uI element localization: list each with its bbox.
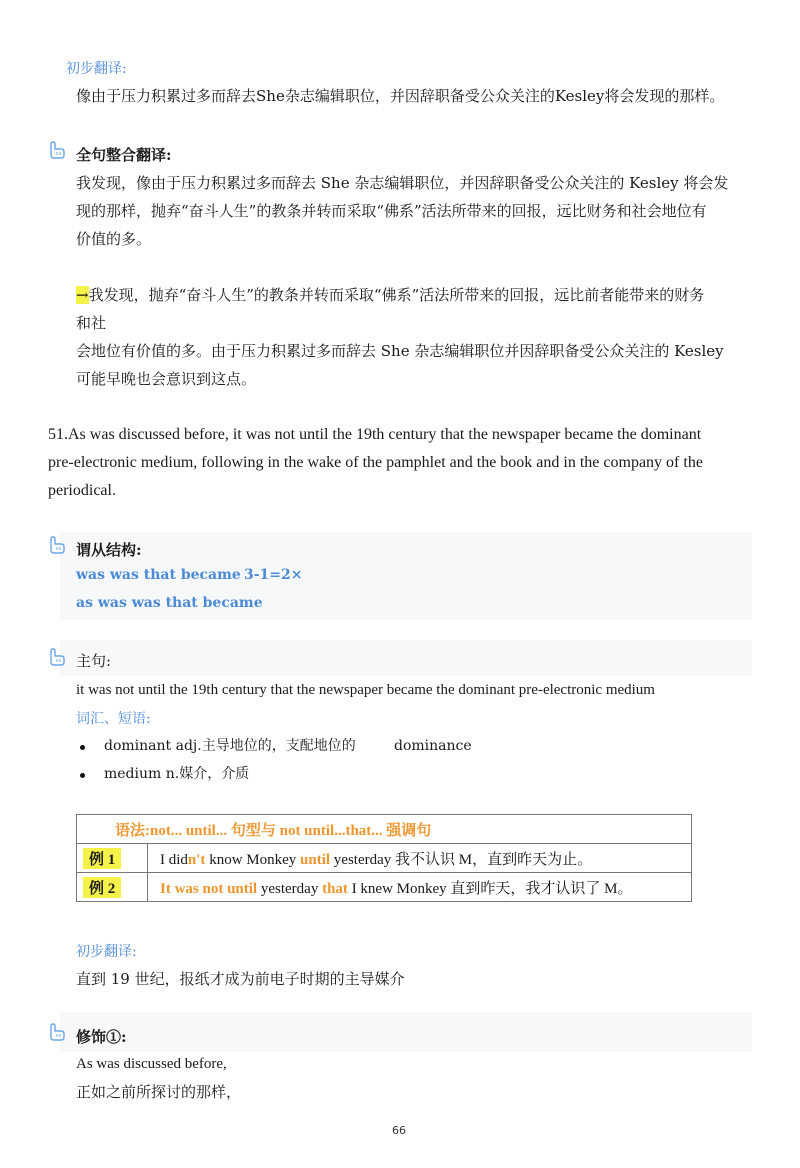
full-translation-line: 我发现，像由于压力积累过多而辞去 She 杂志编辑职位，并因辞职备受公众关注的 Kesley 将会发 xyxy=(76,174,729,192)
example-sentence xyxy=(148,844,692,873)
grammar-table-title: 语法:not... until... 句型与 not until...that... 强调句 xyxy=(77,815,692,844)
example-label: 例 2 xyxy=(83,877,121,898)
sentence-fragment: yesterday xyxy=(257,880,323,897)
arrow-icon: → xyxy=(76,286,89,304)
grammar-table xyxy=(76,814,692,902)
initial-translation-text-2: 直到 19 世纪，报纸才成为前电子时期的主导媒介 xyxy=(76,970,405,988)
sentence-fragment: I did xyxy=(160,851,188,868)
pointing-hand-icon xyxy=(48,141,68,159)
structure-line-2: as was was that became xyxy=(76,595,263,611)
full-translation-heading: 全句整合翻译: xyxy=(76,146,172,164)
sentence-51-line: 51.As was discussed before, it was not until the 19th century that the newspaper became the dominant xyxy=(48,426,702,443)
pointing-hand-icon xyxy=(48,1023,68,1041)
structure-note: 3-1=2× xyxy=(244,567,303,583)
page-number: 66 xyxy=(392,1124,406,1137)
bullet-icon xyxy=(80,745,85,750)
revised-translation-line: 会地位有价值的多。由于压力积累过多而辞去 She 杂志编辑职位并因辞职备受公众关注的 Kesley xyxy=(76,342,724,360)
table-row xyxy=(77,873,692,902)
main-clause-text: it was not until the 19th century that the newspaper became the dominant pre-electronic medium xyxy=(76,682,655,698)
revised-translation-line: 和社 xyxy=(76,314,107,332)
modifier-panel xyxy=(60,1012,752,1052)
bullet-icon xyxy=(80,773,85,778)
initial-translation-label-2: 初步翻译: xyxy=(76,944,137,960)
modifier-en: As was discussed before, xyxy=(76,1056,227,1072)
full-translation-line: 现的那样，抛弃“奋斗人生”的教条并转而采取“佛系”活法所带来的回报，远比财务和社会地位有 xyxy=(76,202,707,220)
structure-line-1: was was that became xyxy=(76,567,241,583)
sentence-51-line: pre-electronic medium, following in the wake of the pamphlet and the book and in the company of the xyxy=(48,454,703,471)
table-row xyxy=(77,844,692,873)
sentence-fragment: know Monkey xyxy=(205,851,301,868)
main-clause-heading: 主句: xyxy=(76,652,112,670)
sentence-fragment: I knew Monkey 直到昨天，我才认识了 M。 xyxy=(347,880,633,897)
vocab-item: dominant adj.主导地位的，支配地位的 xyxy=(104,738,356,754)
sentence-fragment: that xyxy=(322,880,348,897)
sentence-fragment: until xyxy=(300,851,331,868)
sentence-fragment: n't xyxy=(187,851,206,868)
initial-translation-label: 初步翻译: xyxy=(66,61,127,77)
modifier-zh: 正如之前所探讨的那样， xyxy=(76,1083,242,1101)
pointing-hand-icon xyxy=(48,536,68,554)
sentence-51-line: periodical. xyxy=(48,482,116,499)
example-label: 例 1 xyxy=(83,848,121,869)
vocab-item-extra: dominance xyxy=(394,738,472,754)
initial-translation-text: 像由于压力积累过多而辞去She杂志编辑职位，并因辞职备受公众关注的Kesley将会发现的那样。 xyxy=(76,87,725,105)
revised-translation-line: 可能早晚也会意识到这点。 xyxy=(76,370,257,388)
vocab-item: medium n.媒介，介质 xyxy=(104,766,250,782)
revised-translation-line: →我发现，抛弃“奋斗人生”的教条并转而采取“佛系”活法所带来的回报，远比前者能带来的财务 xyxy=(76,286,705,304)
pointing-hand-icon xyxy=(48,648,68,666)
sentence-fragment: It was not until xyxy=(160,880,258,897)
sentence-fragment: yesterday 我不认识 M，直到昨天为止。 xyxy=(330,851,593,868)
vocab-label: 词汇、短语: xyxy=(76,711,151,727)
structure-heading: 谓从结构: xyxy=(76,541,142,559)
modifier-heading: 修饰①: xyxy=(76,1028,127,1046)
example-sentence xyxy=(148,873,692,902)
full-translation-line: 价值的多。 xyxy=(76,230,152,248)
main-clause-panel xyxy=(60,640,752,676)
